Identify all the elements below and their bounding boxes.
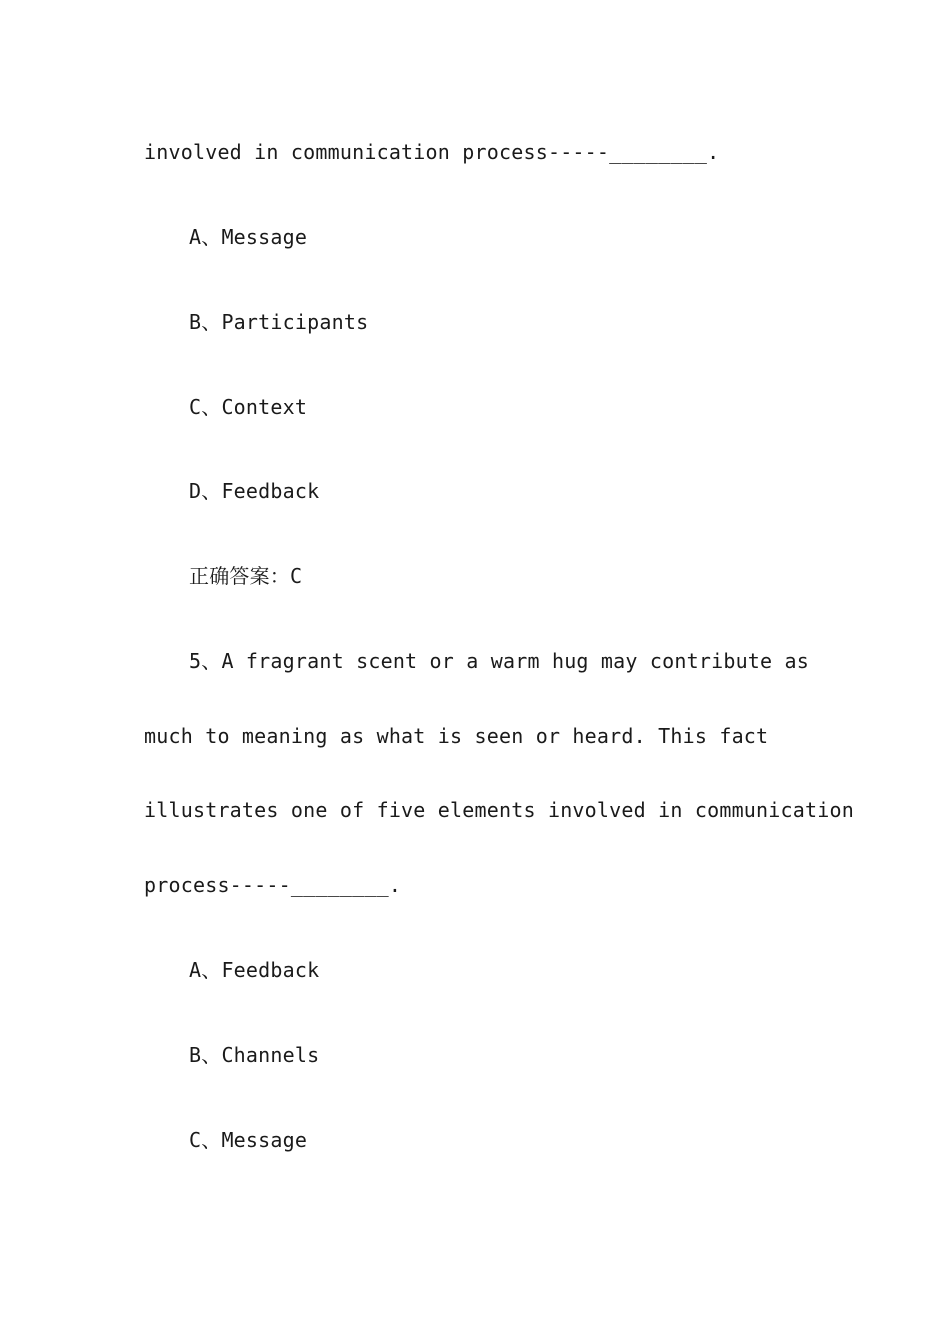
question-4-option-a: A、Message bbox=[189, 225, 308, 249]
question-5-stem-line-1: 5、A fragrant scent or a warm hug may contribute as bbox=[189, 649, 810, 673]
question-5-stem-line-3: illustrates one of five elements involved in communication bbox=[144, 798, 854, 822]
question-5-option-c: C、Message bbox=[189, 1128, 308, 1152]
question-4-stem-end: involved in communication process-----________. bbox=[144, 140, 720, 164]
question-4-answer: 正确答案：C bbox=[189, 564, 303, 588]
question-5-option-a: A、Feedback bbox=[189, 958, 320, 982]
question-4-option-b: B、Participants bbox=[189, 310, 369, 334]
question-5-stem-line-2: much to meaning as what is seen or heard. This fact bbox=[144, 724, 769, 748]
question-4-option-c: C、Context bbox=[189, 395, 308, 419]
question-4-option-d: D、Feedback bbox=[189, 479, 320, 503]
question-5-stem-line-4: process-----________. bbox=[144, 873, 402, 897]
question-5-option-b: B、Channels bbox=[189, 1043, 320, 1067]
